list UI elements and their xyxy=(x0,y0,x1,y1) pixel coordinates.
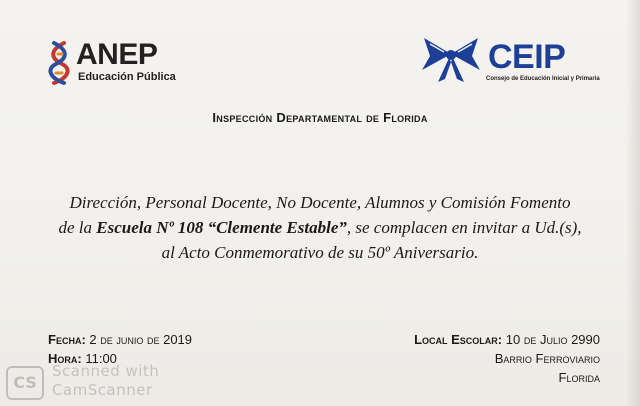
watermark-line-1: Scanned with xyxy=(52,362,160,380)
invitation-line-1: Dirección, Personal Docente, No Docente, Alumnos y Comisión Fomento xyxy=(69,193,571,212)
time-label: Hora: xyxy=(48,351,82,366)
ceip-bow-icon xyxy=(420,36,482,84)
ceip-logo xyxy=(420,36,610,88)
venue-value: 10 de Julio 2990 xyxy=(505,332,600,347)
ceip-logo-subtitle: Consejo de Educación Inicial y Primaria xyxy=(486,76,600,82)
venue-row xyxy=(414,330,600,349)
ceip-logo-name: CEIP xyxy=(488,38,566,76)
invitation-line-3: al Acto Conmemorativo de su 50º Aniversario. xyxy=(161,243,479,262)
venue-label: Local Escolar: xyxy=(414,332,503,347)
invitation-text xyxy=(20,190,620,265)
event-venue xyxy=(414,330,600,387)
document-heading: Inspección Departamental de Florida xyxy=(212,110,428,125)
invitation-line-2 xyxy=(20,215,620,240)
watermark-text xyxy=(52,362,212,400)
watermark-line-2: CamScanner xyxy=(52,381,153,399)
time-value: 11:00 xyxy=(85,351,117,366)
anep-logo xyxy=(44,38,204,88)
invitation-line-2-prefix: de la xyxy=(58,218,97,237)
date-label: Fecha: xyxy=(48,332,86,347)
invitation-line-2-suffix: , se complacen en invitar a Ud.(s), xyxy=(346,218,582,237)
date-value: 2 de junio de 2019 xyxy=(89,332,193,347)
card-edge-shadow xyxy=(626,0,640,406)
camscanner-icon: CS xyxy=(6,366,44,400)
school-name: Escuela Nº 108 “Clemente Estable” xyxy=(96,218,347,237)
anep-logo-name: ANEP xyxy=(76,38,158,71)
date-row xyxy=(48,330,192,349)
anep-logo-subtitle: Educación Pública xyxy=(78,71,176,83)
neighborhood: Barrio Ferroviario xyxy=(494,351,600,366)
department: Florida xyxy=(558,370,600,385)
anep-helix-icon xyxy=(44,40,74,86)
